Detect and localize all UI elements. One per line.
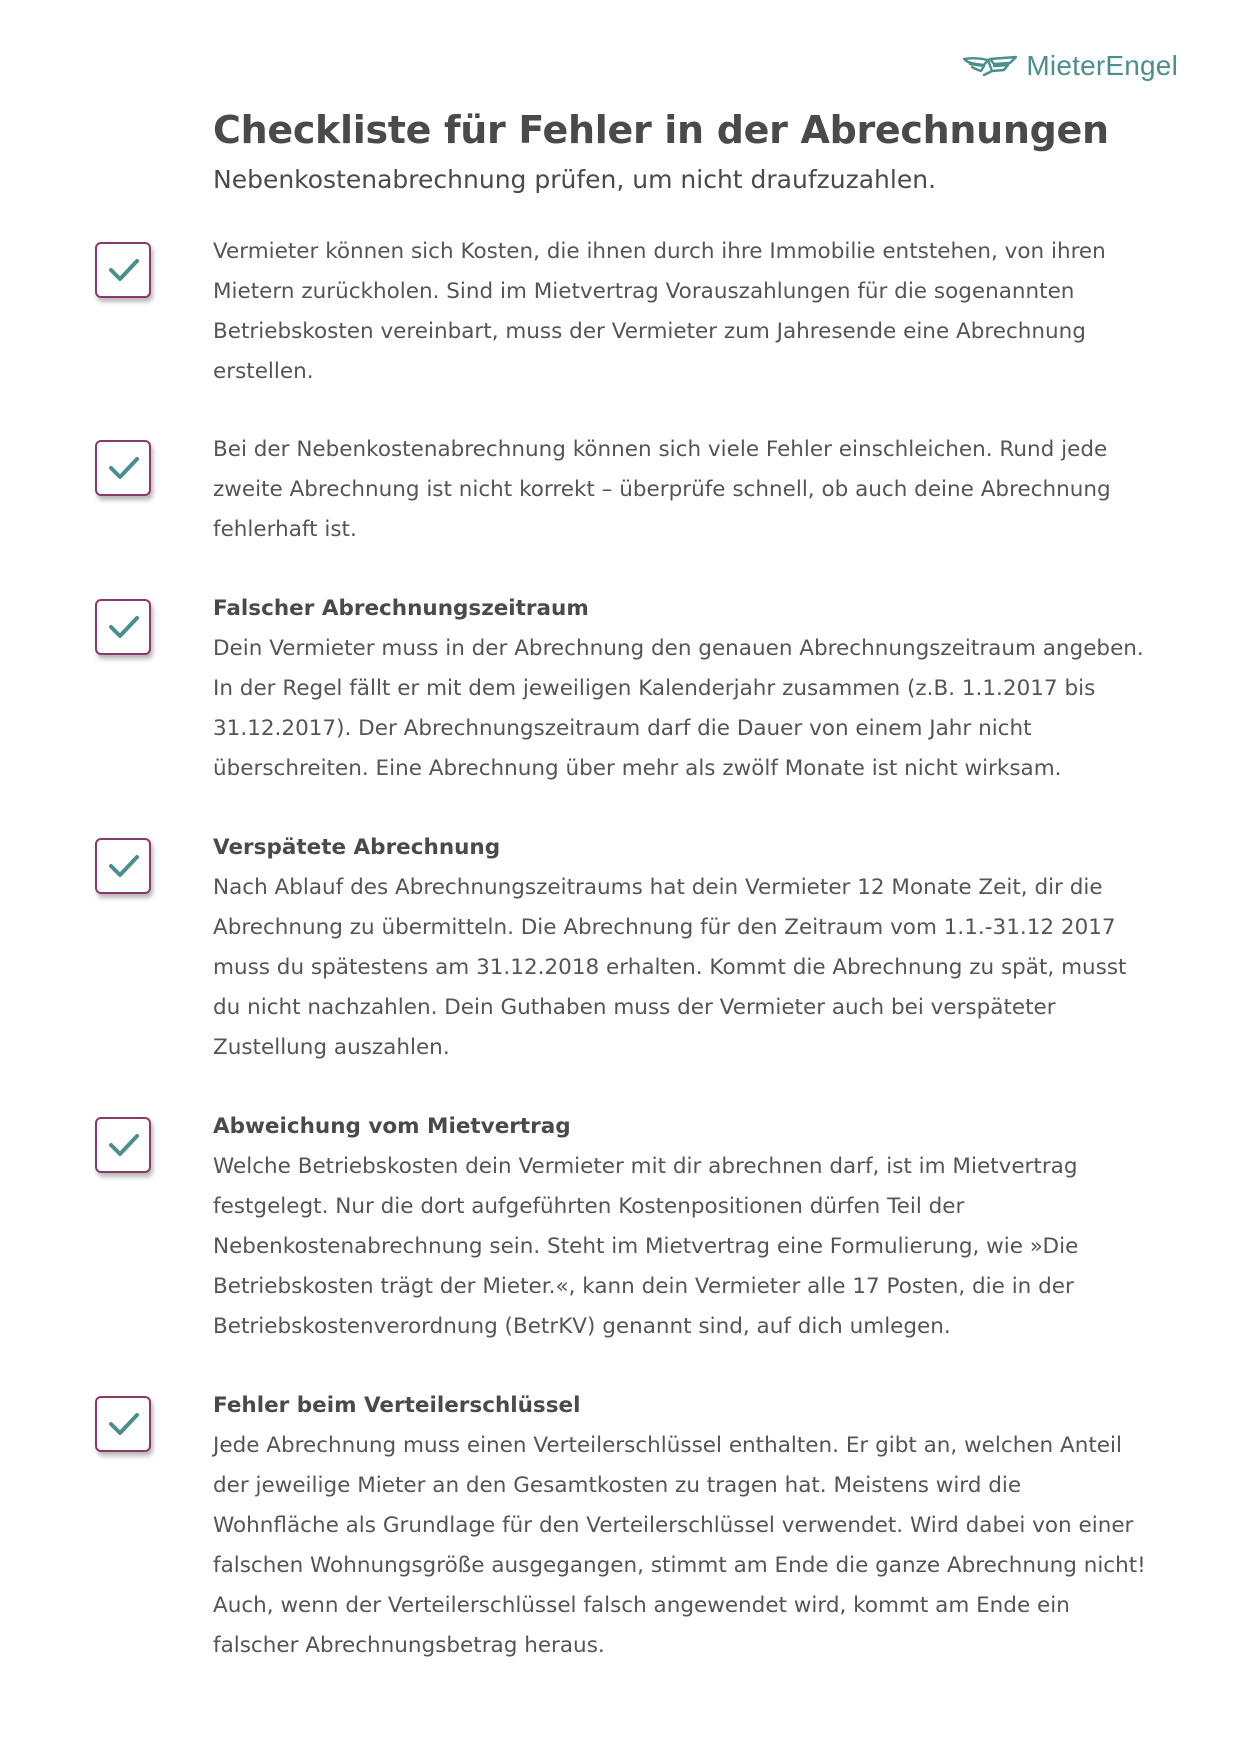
wings-icon: [962, 53, 1018, 79]
checklist-item: [213, 232, 1153, 392]
brand-name: MieterEngel: [1026, 50, 1178, 81]
brand-logo: [962, 50, 1178, 82]
checkbox-checked[interactable]: [95, 440, 151, 496]
checkbox-checked[interactable]: [95, 1117, 151, 1173]
item-text: Nach Ablauf des Abrechnungszeitraums hat dein Vermieter 12 Monate Zeit, dir die Abrechnung zu übermitteln. Die Abrechnung für den Zeitraum vom 1.1.-31.12 2017 muss du spätestens am 31.12.2018 erhalten. Kommt die Abrechnung zu spät, musst du nicht nachzahlen. Dein Guthaben muss der Vermieter auch bei verspäteter Zustellung auszahlen.: [213, 875, 1127, 1060]
item-heading: Falscher Abrechnungszeitraum: [213, 596, 589, 621]
checkbox-checked[interactable]: [95, 838, 151, 894]
page-title: Checkliste für Fehler in der Abrechnungen: [213, 108, 1109, 152]
checklist-item: [213, 430, 1153, 550]
item-heading: Fehler beim Verteilerschlüssel: [213, 1393, 581, 1418]
checkbox-checked[interactable]: [95, 599, 151, 655]
checkmark-icon: [107, 1410, 141, 1438]
item-text: Dein Vermieter muss in der Abrechnung den genauen Abrechnungszeitraum angeben. In der Regel fällt er mit dem jeweiligen Kalenderjahr zusammen (z.B. 1.1.2017 bis 31.12.2017). Der Abrechnungszeitraum darf die Dauer von einem Jahr nicht überschreiten. Eine Abrechnung über mehr als zwölf Monate ist nicht wirksam.: [213, 636, 1144, 781]
page-subtitle: Nebenkostenabrechnung prüfen, um nicht draufzuzahlen.: [213, 165, 937, 194]
item-text: Vermieter können sich Kosten, die ihnen durch ihre Immobilie entstehen, von ihren Mietern zurückholen. Sind im Mietvertrag Vorauszahlungen für die sogenannten Betriebskosten vereinbart, muss der Vermieter zum Jahresende eine Abrechnung erstellen.: [213, 239, 1106, 384]
item-text: Jede Abrechnung muss einen Verteilerschlüssel enthalten. Er gibt an, welchen Anteil der jeweilige Mieter an den Gesamtkosten zu tragen hat. Meistens wird die Wohnfläche als Grundlage für den Verteilerschlüssel verwendet. Wird dabei von einer falschen Wohnungsgröße ausgegangen, stimmt am Ende die ganze Abrechnung nicht! Auch, wenn der Verteilerschlüssel falsch angewendet wird, kommt am Ende ein falscher Abrechnungsbetrag heraus.: [213, 1433, 1146, 1658]
item-text: Bei der Nebenkostenabrechnung können sich viele Fehler einschleichen. Rund jede zweite Abrechnung ist nicht korrekt – überprüfe schnell, ob auch deine Abrechnung fehlerhaft ist.: [213, 437, 1111, 542]
checkmark-icon: [107, 1131, 141, 1159]
item-heading: Abweichung vom Mietvertrag: [213, 1114, 571, 1139]
checkbox-checked[interactable]: [95, 1396, 151, 1452]
checklist-item: [213, 1107, 1153, 1347]
checkmark-icon: [107, 852, 141, 880]
item-heading: Verspätete Abrechnung: [213, 835, 501, 860]
checkmark-icon: [107, 613, 141, 641]
checkbox-checked[interactable]: [95, 242, 151, 298]
checklist-item: [213, 1386, 1153, 1666]
header: [213, 104, 1163, 198]
item-text: Welche Betriebskosten dein Vermieter mit dir abrechnen darf, ist im Mietvertrag festgelegt. Nur die dort aufgeführten Kostenpositionen dürfen Teil der Nebenkostenabrechnung sein. Steht im Mietvertrag eine Formulierung, wie »Die Betriebskosten trägt der Mieter.«, kann dein Vermieter alle 17 Posten, die in der Betriebskostenverordnung (BetrKV) genannt sind, auf dich umlegen.: [213, 1154, 1079, 1339]
checkmark-icon: [107, 256, 141, 284]
checklist-item: [213, 589, 1153, 789]
checkmark-icon: [107, 454, 141, 482]
checklist-item: [213, 828, 1153, 1068]
